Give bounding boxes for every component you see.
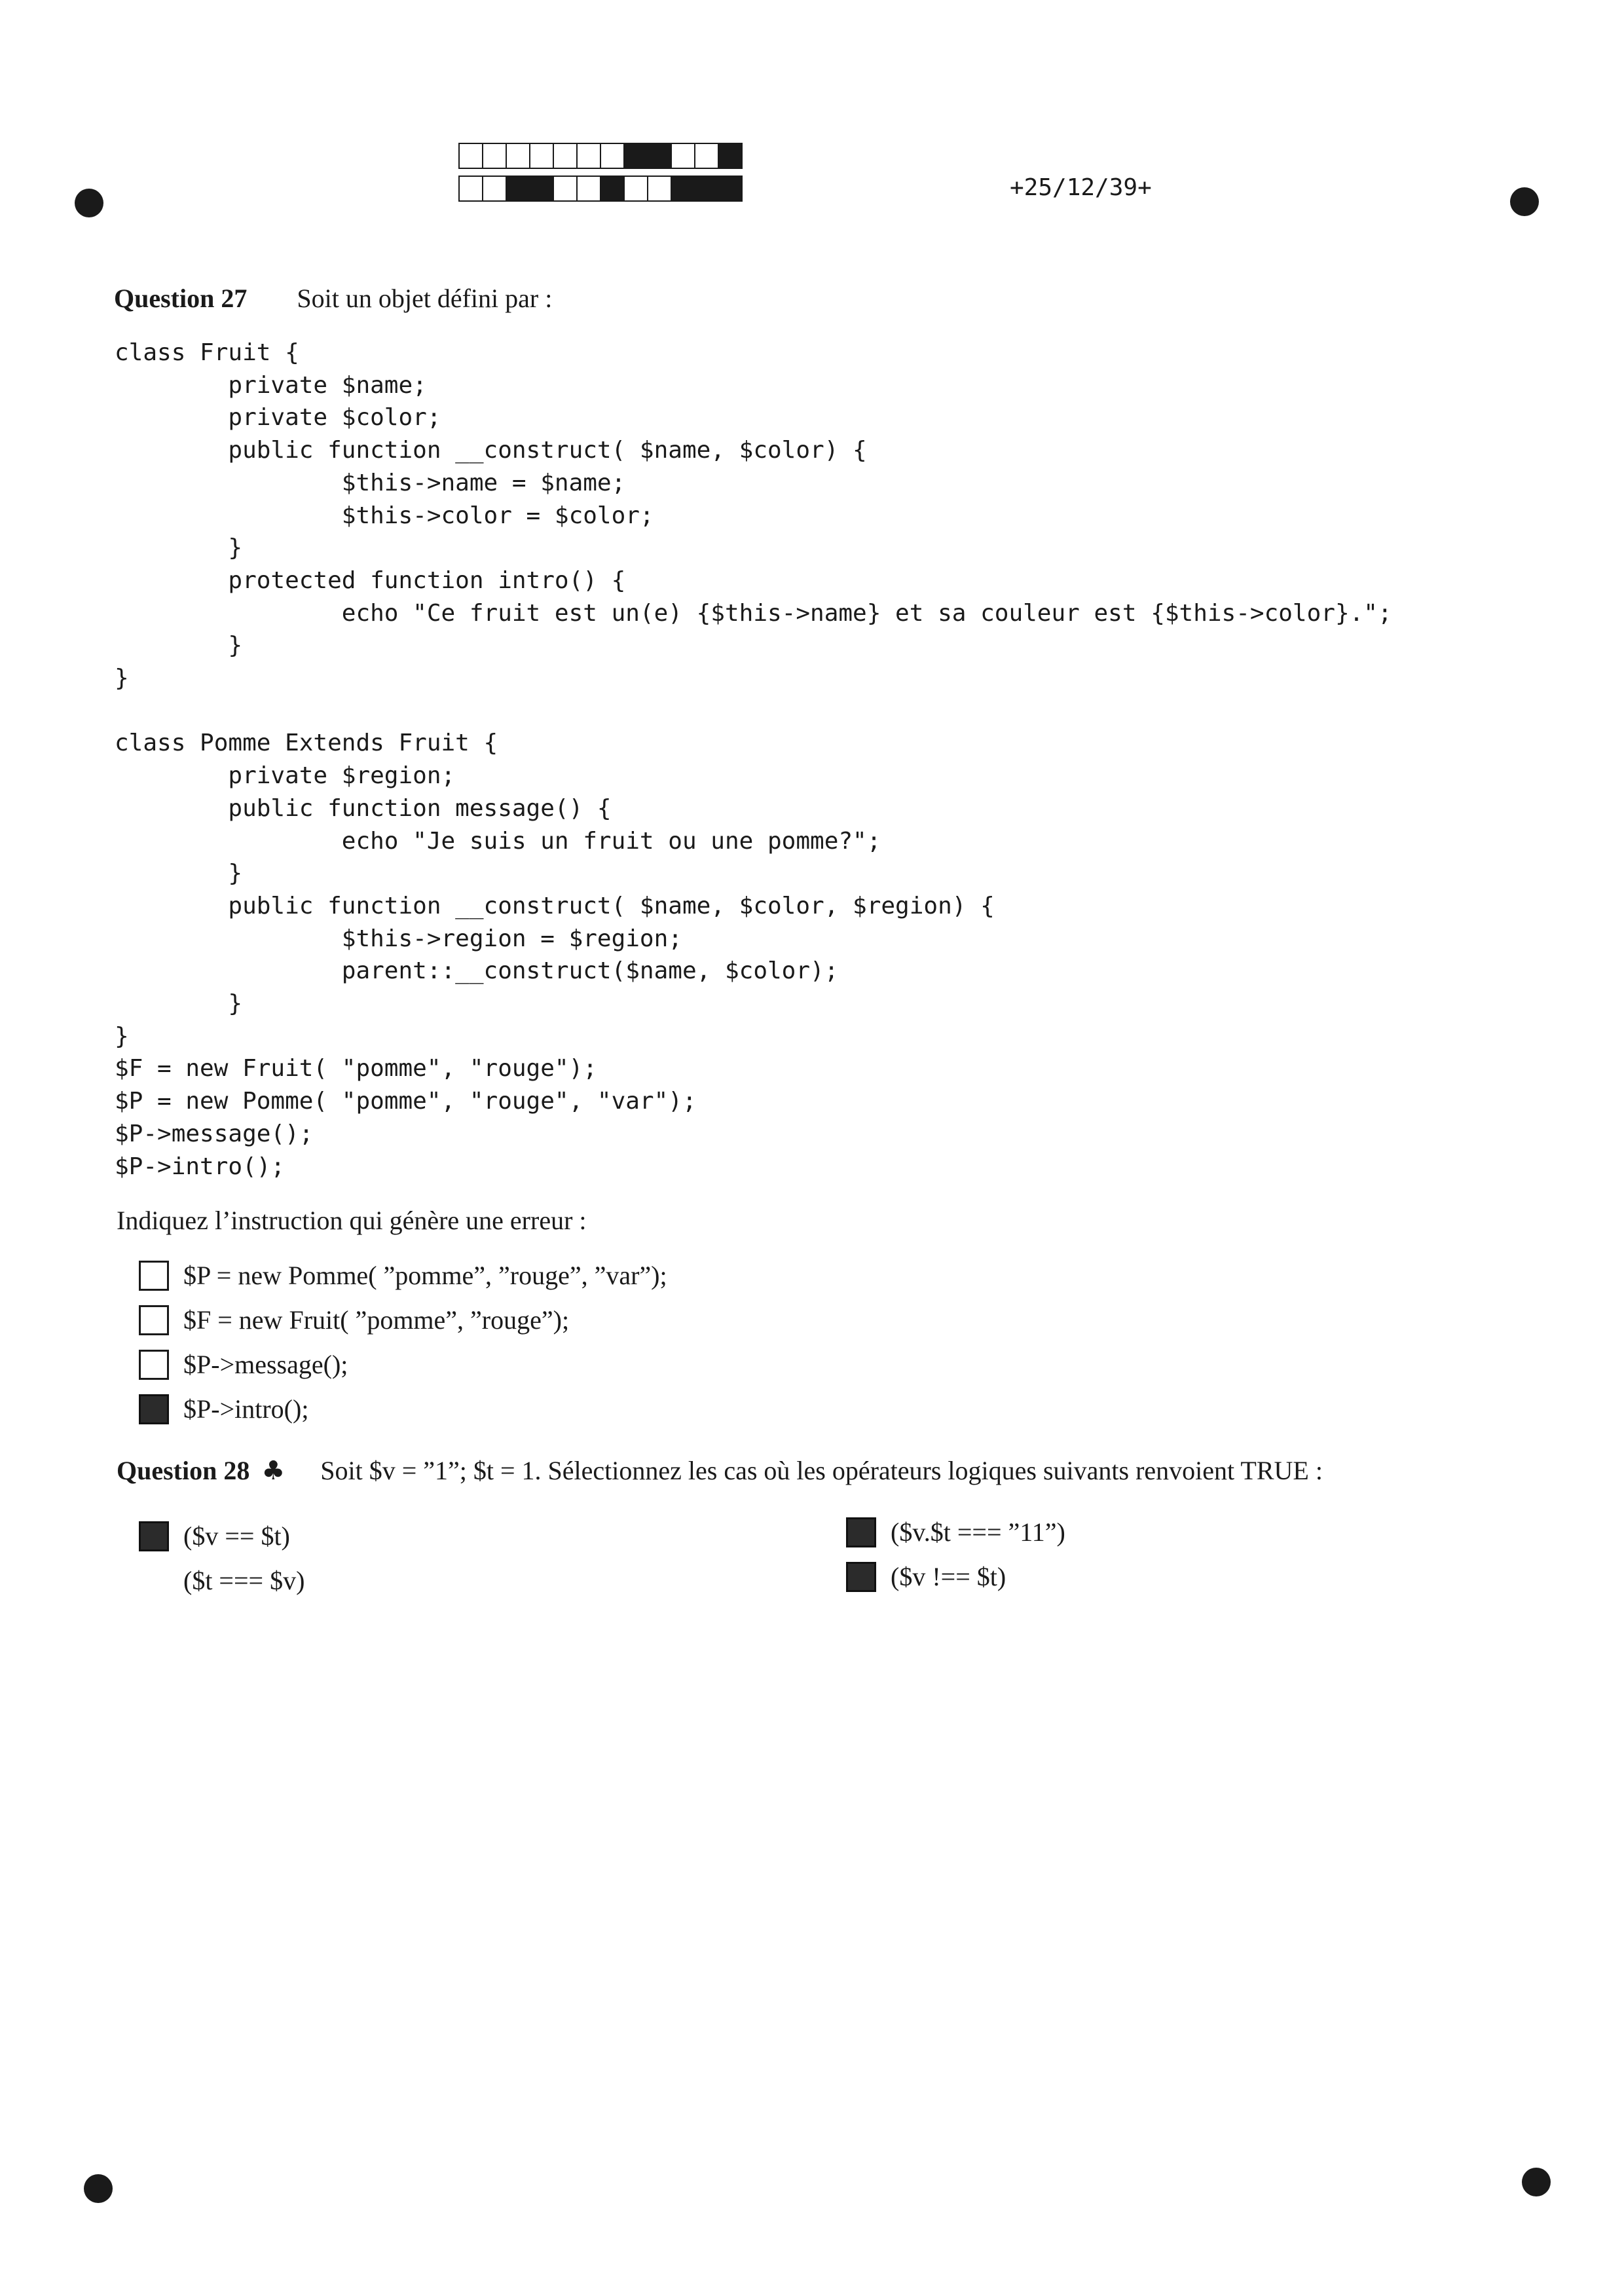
question-28-text: Soit $v = ”1”; $t = 1. Sélectionnez les cas où les opérateurs logiques suivants renvoient TRUE : — [320, 1456, 1323, 1485]
barcode-cell — [623, 143, 648, 169]
barcode-cell — [600, 143, 625, 169]
corner-mark-top-right — [1510, 187, 1539, 216]
barcode-cell — [506, 176, 530, 202]
barcode-cell — [694, 143, 719, 169]
q28-option-2-label: ($t === $v) — [183, 1566, 305, 1595]
barcode-row-2 — [458, 176, 741, 200]
q28-option-1-label: ($v == $t) — [183, 1521, 290, 1551]
question-27-text: Soit un objet défini par : — [297, 284, 553, 313]
corner-mark-bottom-right — [1522, 2168, 1551, 2196]
question-28-number: Question 28 — [117, 1456, 250, 1485]
q28-checkbox-2[interactable] — [139, 1566, 169, 1596]
barcode-cell — [694, 176, 719, 202]
q27-option-4-label: $P->intro(); — [183, 1394, 309, 1424]
barcode-cell — [458, 176, 483, 202]
barcode-cell — [458, 143, 483, 169]
question-28-heading — [117, 1455, 1323, 1486]
barcode-cell — [553, 143, 578, 169]
barcode-cell — [671, 176, 695, 202]
barcode-cell — [623, 176, 648, 202]
barcode-row-1 — [458, 143, 741, 168]
q27-option-1-label: $P = new Pomme( ”pomme”, ”rouge”, ”var”); — [183, 1261, 667, 1290]
q28-checkbox-1[interactable] — [139, 1521, 169, 1551]
q27-option-4[interactable] — [139, 1394, 308, 1424]
barcode-cell — [600, 176, 625, 202]
barcode-cell — [718, 143, 743, 169]
barcode-cell — [576, 176, 601, 202]
q28-checkbox-3[interactable] — [846, 1517, 876, 1547]
barcode-cell — [482, 143, 507, 169]
barcode-cell — [671, 143, 695, 169]
question-27-prompt: Indiquez l’instruction qui génère une erreur : — [117, 1206, 587, 1235]
q27-option-3-label: $P->message(); — [183, 1350, 348, 1379]
barcode-cell — [529, 143, 554, 169]
q28-option-4-label: ($v !== $t) — [891, 1562, 1006, 1591]
question-27-number: Question 27 — [114, 284, 248, 313]
q28-checkbox-4[interactable] — [846, 1562, 876, 1592]
barcode-cell — [647, 143, 672, 169]
q27-checkbox-1[interactable] — [139, 1261, 169, 1291]
q27-option-2[interactable] — [139, 1305, 569, 1335]
question-27-code: class Fruit { private $name; private $color; public function __construct( $name, $color) { $this->name = $name; $this->color = $color; } protected function intro() { echo "Ce fruit est un(e) {$this->name} et sa couleur est {$this->color}."; } } class Pomme Extends Fruit { private $region; public function message() { echo "Je suis un fruit ou une pomme?"; } public function __construct( $name, $color, $region) { $this->region = $region; parent::__construct($name, $color); } } $F = new Fruit( "pomme", "rouge"); $P = new Pomme( "pomme", "rouge", "var"); $P->message(); $P->intro(); — [115, 339, 1392, 1180]
q28-option-4[interactable] — [846, 1561, 1006, 1592]
barcode-cell — [553, 176, 578, 202]
q27-option-1[interactable] — [139, 1260, 667, 1291]
page-code: +25/12/39+ — [1010, 174, 1152, 201]
q28-option-2[interactable] — [139, 1565, 304, 1596]
barcode-cell — [576, 143, 601, 169]
q27-option-2-label: $F = new Fruit( ”pomme”, ”rouge”); — [183, 1305, 570, 1335]
barcode-cell — [718, 176, 743, 202]
barcode-cell — [529, 176, 554, 202]
corner-mark-top-left — [75, 189, 103, 217]
question-27-heading — [114, 283, 552, 314]
club-icon: ♣ — [261, 1456, 286, 1486]
barcode-cell — [482, 176, 507, 202]
corner-mark-bottom-left — [84, 2174, 113, 2203]
q27-checkbox-4[interactable] — [139, 1394, 169, 1424]
q28-option-3[interactable] — [846, 1517, 1065, 1547]
q27-option-3[interactable] — [139, 1349, 348, 1380]
q27-checkbox-2[interactable] — [139, 1305, 169, 1335]
barcode-cell — [506, 143, 530, 169]
q28-option-1[interactable] — [139, 1521, 290, 1551]
barcode-cell — [647, 176, 672, 202]
q27-checkbox-3[interactable] — [139, 1350, 169, 1380]
q28-option-3-label: ($v.$t === ”11”) — [891, 1517, 1065, 1547]
